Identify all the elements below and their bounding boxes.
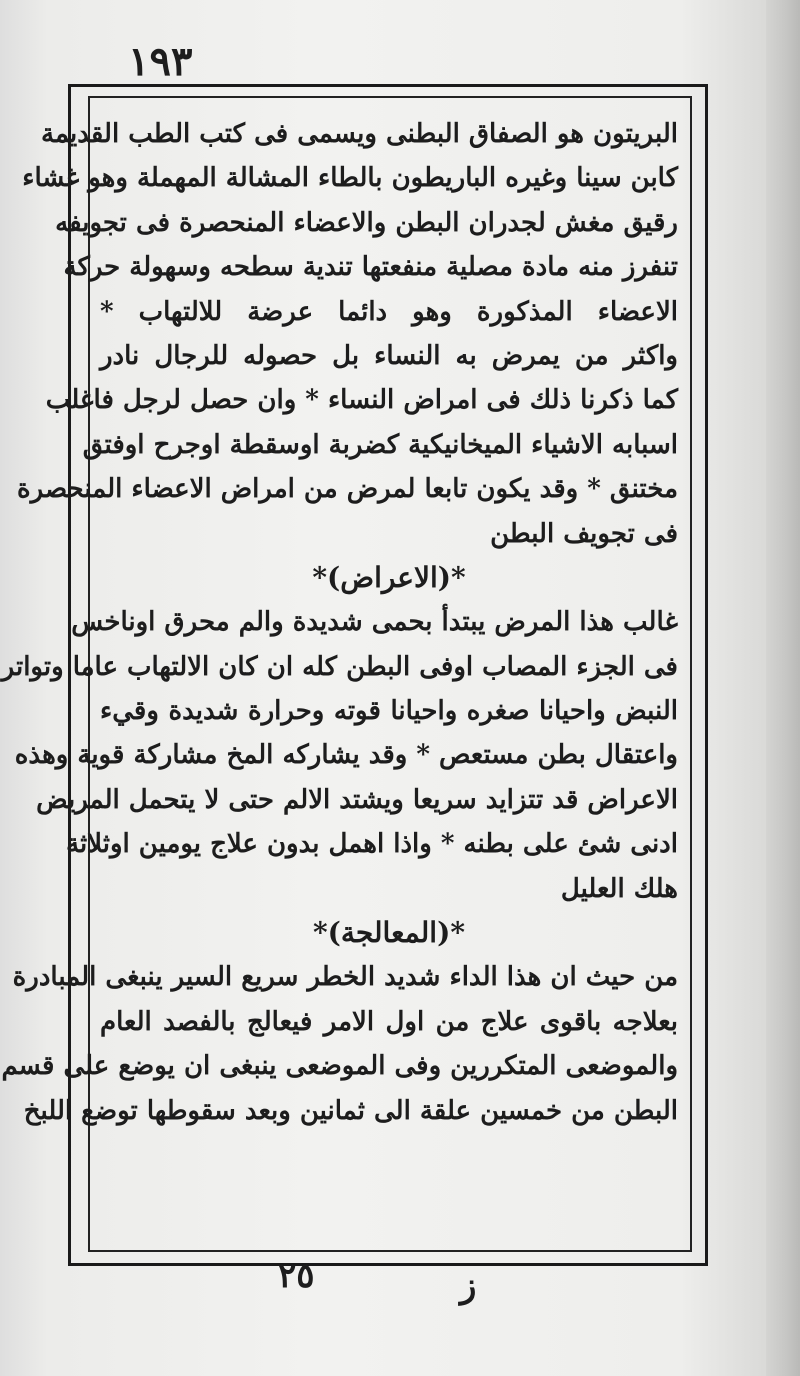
text-line: فى تجويف البطن — [490, 518, 678, 549]
section-heading: *(المعالجة)* — [313, 916, 465, 950]
page-gutter — [766, 0, 800, 1376]
text-line: هلك العليل — [560, 873, 678, 904]
text-line: والموضعى المتكررين وفى الموضعى ينبغى ان يوضع على قسم — [1, 1051, 678, 1082]
section-heading: *(الاعراض)* — [312, 560, 466, 594]
gathering-letter: ز — [460, 1266, 477, 1306]
text-line: واكثر من يمرض به النساء بل حصوله للرجال نادر — [100, 340, 678, 371]
text-line: غالب هذا المرض يبتدأ بحمى شديدة والم محرق اوناخس — [71, 607, 678, 638]
text-line: كابن سينا وغيره الباريطون بالطاء المشالة المهملة وهو غشاء — [22, 163, 678, 194]
text-line: الاعراض قد تتزايد سريعا ويشتد الالم حتى لا يتحمل المريض — [36, 784, 678, 815]
signature-mark: ٢٥ — [278, 1256, 315, 1296]
text-line: البطن من خمسين علقة الى ثمانين وبعد سقوطها توضع اللبخ — [23, 1095, 678, 1126]
text-line: رقيق مغش لجدران البطن والاعضاء المنحصرة فى تجويفه — [55, 207, 678, 238]
text-line: ادنى شئ على بطنه * واذا اهمل بدون علاج يومين اوثلاثة — [66, 829, 678, 860]
text-line: بعلاجه باقوى علاج من اول الامر فيعالج بالفصد العام — [100, 1006, 678, 1037]
text-line: من حيث ان هذا الداء شديد الخطر سريع السير ينبغى المبادرة — [12, 962, 678, 993]
text-line: كما ذكرنا ذلك فى امراض النساء * وان حصل لرجل فاغلب — [45, 385, 678, 416]
text-line: النبض واحيانا صغره واحيانا قوته وحرارة شديدة وقيء — [100, 696, 678, 727]
text-line: واعتقال بطن مستعص * وقد يشاركه المخ مشاركة قوية وهذه — [14, 740, 678, 771]
text-block — [1, 96, 692, 1252]
text-line: فى الجزء المصاب اوفى البطن كله ان كان الالتهاب عاما وتواتر — [1, 651, 678, 682]
text-line: اسبابه الاشياء الميخانيكية كضربة اوسقطة اوجرح اوفتق — [82, 429, 678, 460]
page-number: ١٩٣ — [128, 38, 193, 85]
text-line: البريتون هو الصفاق البطنى ويسمى فى كتب الطب القديمة — [41, 119, 678, 149]
text-line: مختنق * وقد يكون تابعا لمرض من امراض الاعضاء المنحصرة — [17, 474, 678, 505]
text-line: تنفرز منه مادة مصلية منفعتها تندية سطحه وسهولة حركة — [63, 252, 678, 283]
text-line: الاعضاء المذكورة وهو دائما عرضة للالتهاب * — [100, 296, 678, 327]
